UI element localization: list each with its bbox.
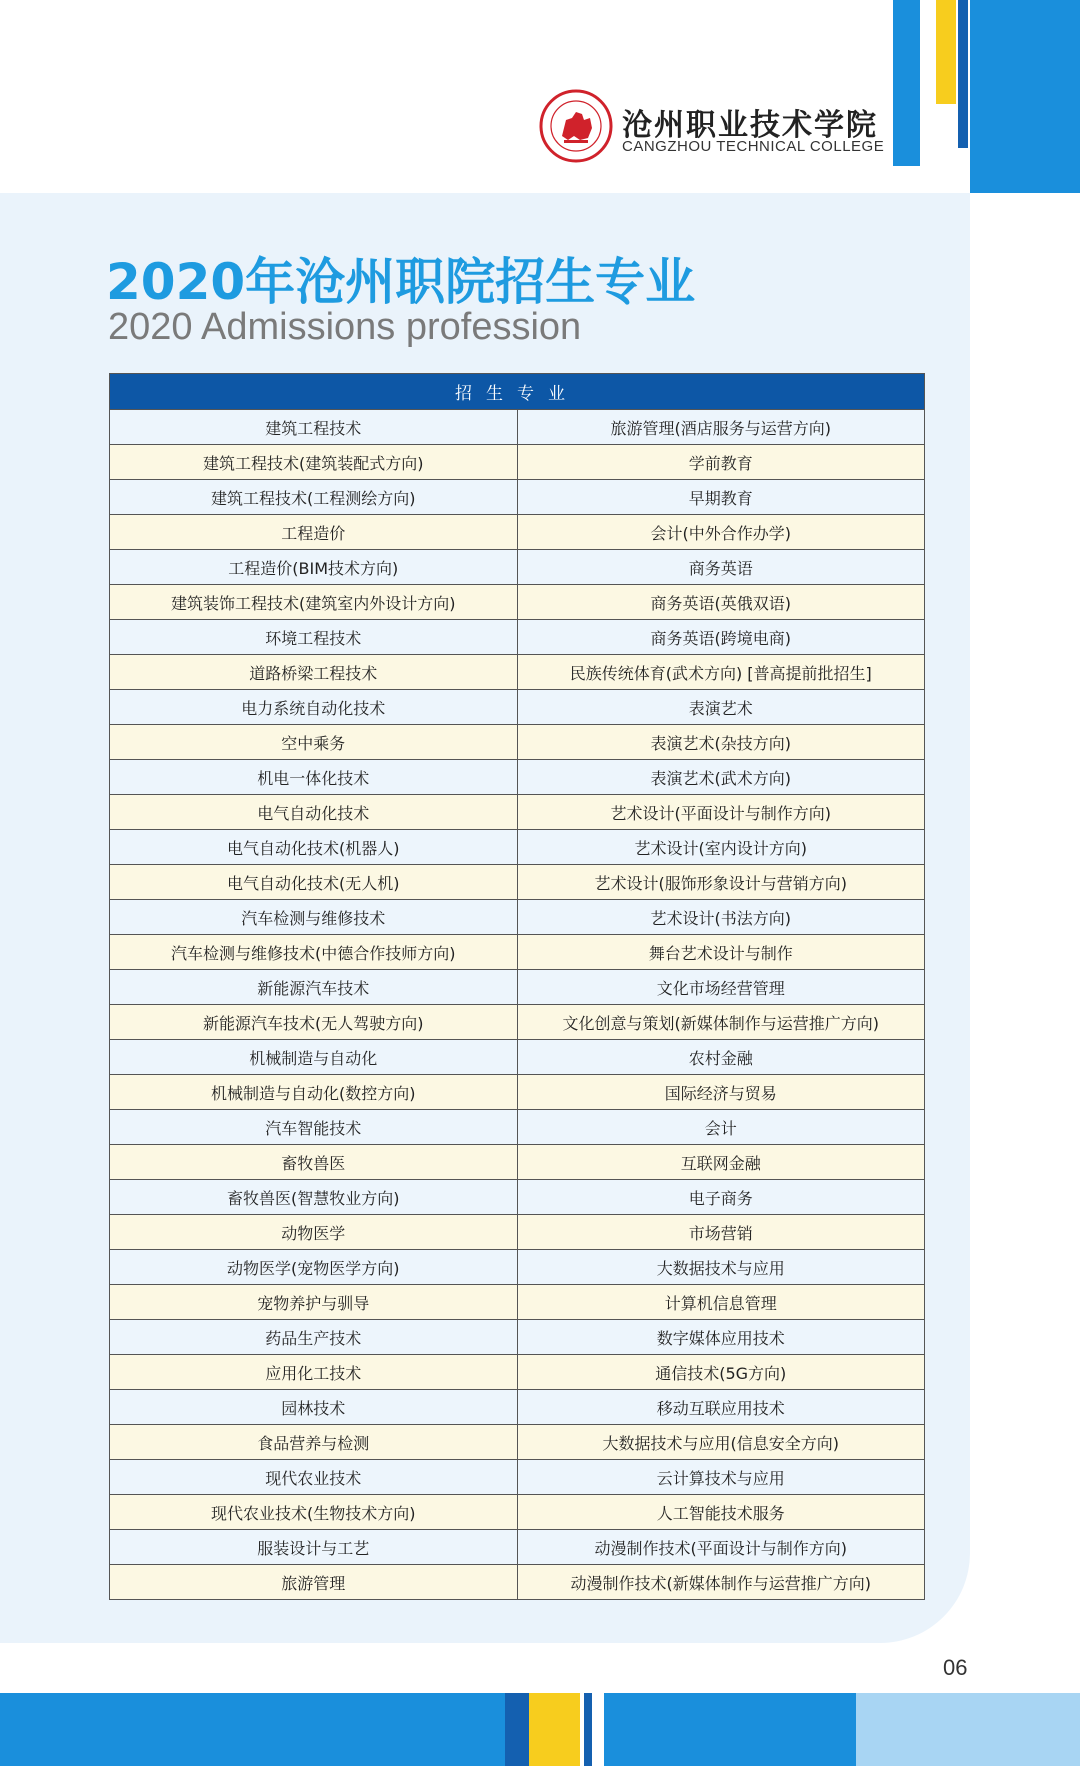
major-cell-left: 动物医学(宠物医学方向) — [110, 1250, 518, 1285]
table-row — [110, 585, 925, 620]
table-row — [110, 1565, 925, 1600]
major-cell-left: 工程造价(BIM技术方向) — [110, 550, 518, 585]
major-cell-left: 环境工程技术 — [110, 620, 518, 655]
table-row — [110, 445, 925, 480]
table-row — [110, 690, 925, 725]
major-cell-left: 新能源汽车技术 — [110, 970, 518, 1005]
major-cell-right: 艺术设计(服饰形象设计与营销方向) — [517, 865, 925, 900]
major-cell-right: 商务英语 — [517, 550, 925, 585]
major-cell-right: 民族传统体育(武术方向) [普高提前批招生] — [517, 655, 925, 690]
table-row — [110, 620, 925, 655]
major-cell-right: 数字媒体应用技术 — [517, 1320, 925, 1355]
table-row — [110, 1460, 925, 1495]
table-row — [110, 550, 925, 585]
deco-bar-bottom-light — [856, 1693, 1080, 1766]
major-cell-right: 文化市场经营管理 — [517, 970, 925, 1005]
deco-bar-top-blue-2 — [970, 0, 1080, 193]
major-cell-left: 空中乘务 — [110, 725, 518, 760]
major-cell-right: 动漫制作技术(新媒体制作与运营推广方向) — [517, 1565, 925, 1600]
major-cell-left: 机械制造与自动化 — [110, 1040, 518, 1075]
college-name-en: CANGZHOU TECHNICAL COLLEGE — [622, 138, 885, 155]
major-cell-left: 食品营养与检测 — [110, 1425, 518, 1460]
major-cell-left: 汽车检测与维修技术 — [110, 900, 518, 935]
table-row — [110, 935, 925, 970]
table-header-row — [110, 374, 925, 410]
major-cell-left: 新能源汽车技术(无人驾驶方向) — [110, 1005, 518, 1040]
major-cell-right: 云计算技术与应用 — [517, 1460, 925, 1495]
deco-bar-bottom-navy-2 — [584, 1693, 592, 1766]
major-cell-left: 现代农业技术 — [110, 1460, 518, 1495]
major-cell-left: 建筑工程技术(工程测绘方向) — [110, 480, 518, 515]
major-cell-right: 艺术设计(平面设计与制作方向) — [517, 795, 925, 830]
page-number: 06 — [943, 1655, 968, 1680]
major-cell-right: 商务英语(英俄双语) — [517, 585, 925, 620]
major-cell-left: 工程造价 — [110, 515, 518, 550]
major-cell-left: 应用化工技术 — [110, 1355, 518, 1390]
table-row — [110, 1145, 925, 1180]
major-cell-right: 电子商务 — [517, 1180, 925, 1215]
table-row — [110, 1075, 925, 1110]
major-cell-left: 建筑工程技术(建筑装配式方向) — [110, 445, 518, 480]
page-title: 2020年沧州职院招生专业 — [106, 253, 696, 311]
major-cell-left: 动物医学 — [110, 1215, 518, 1250]
table-row — [110, 1180, 925, 1215]
major-cell-right: 商务英语(跨境电商) — [517, 620, 925, 655]
major-cell-left: 现代农业技术(生物技术方向) — [110, 1495, 518, 1530]
major-cell-left: 汽车智能技术 — [110, 1110, 518, 1145]
major-cell-left: 畜牧兽医(智慧牧业方向) — [110, 1180, 518, 1215]
major-cell-right: 人工智能技术服务 — [517, 1495, 925, 1530]
table-row — [110, 725, 925, 760]
major-cell-right: 艺术设计(书法方向) — [517, 900, 925, 935]
major-cell-right: 艺术设计(室内设计方向) — [517, 830, 925, 865]
major-cell-left: 汽车检测与维修技术(中德合作技师方向) — [110, 935, 518, 970]
deco-bar-top-yellow — [936, 0, 956, 104]
table-row — [110, 865, 925, 900]
table-row — [110, 830, 925, 865]
major-cell-right: 旅游管理(酒店服务与运营方向) — [517, 410, 925, 445]
table-row — [110, 1530, 925, 1565]
table-row — [110, 1005, 925, 1040]
table-row — [110, 1285, 925, 1320]
deco-bar-bottom-blue-2 — [604, 1693, 856, 1766]
major-cell-left: 电力系统自动化技术 — [110, 690, 518, 725]
deco-bar-top-white — [920, 0, 936, 166]
table-row — [110, 970, 925, 1005]
deco-bar-bottom-blue-1 — [0, 1693, 505, 1766]
major-cell-right: 文化创意与策划(新媒体制作与运营推广方向) — [517, 1005, 925, 1040]
major-cell-right: 移动互联应用技术 — [517, 1390, 925, 1425]
table-row — [110, 1355, 925, 1390]
major-cell-right: 市场营销 — [517, 1215, 925, 1250]
table-row — [110, 515, 925, 550]
table-row — [110, 1250, 925, 1285]
major-cell-left: 建筑装饰工程技术(建筑室内外设计方向) — [110, 585, 518, 620]
major-cell-left: 建筑工程技术 — [110, 410, 518, 445]
table-row — [110, 480, 925, 515]
major-cell-left: 服装设计与工艺 — [110, 1530, 518, 1565]
table-row — [110, 900, 925, 935]
college-name-cn: 沧州职业技术学院 — [622, 108, 878, 143]
major-cell-left: 药品生产技术 — [110, 1320, 518, 1355]
deco-bar-top-navy — [958, 0, 968, 148]
table-row — [110, 760, 925, 795]
table-body — [110, 410, 925, 1600]
table-row — [110, 1215, 925, 1250]
major-cell-right: 大数据技术与应用 — [517, 1250, 925, 1285]
table-row — [110, 1320, 925, 1355]
deco-bar-bottom-navy-1 — [505, 1693, 529, 1766]
major-cell-right: 会计 — [517, 1110, 925, 1145]
major-cell-left: 机械制造与自动化(数控方向) — [110, 1075, 518, 1110]
major-cell-right: 表演艺术 — [517, 690, 925, 725]
major-cell-right: 早期教育 — [517, 480, 925, 515]
major-cell-right: 国际经济与贸易 — [517, 1075, 925, 1110]
table-row — [110, 410, 925, 445]
major-cell-right: 大数据技术与应用(信息安全方向) — [517, 1425, 925, 1460]
major-cell-right: 表演艺术(杂技方向) — [517, 725, 925, 760]
table-row — [110, 1110, 925, 1145]
table-row — [110, 1040, 925, 1075]
college-logo-icon — [538, 88, 614, 164]
deco-bar-top-blue-1 — [893, 0, 920, 166]
major-cell-left: 道路桥梁工程技术 — [110, 655, 518, 690]
major-cell-left: 电气自动化技术 — [110, 795, 518, 830]
major-cell-left: 园林技术 — [110, 1390, 518, 1425]
major-cell-right: 计算机信息管理 — [517, 1285, 925, 1320]
major-cell-right: 动漫制作技术(平面设计与制作方向) — [517, 1530, 925, 1565]
majors-table — [109, 373, 925, 1600]
major-cell-right: 农村金融 — [517, 1040, 925, 1075]
major-cell-left: 宠物养护与驯导 — [110, 1285, 518, 1320]
deco-bar-bottom-yellow — [529, 1693, 580, 1766]
major-cell-left: 电气自动化技术(机器人) — [110, 830, 518, 865]
major-cell-left: 电气自动化技术(无人机) — [110, 865, 518, 900]
page-subtitle: 2020 Admissions profession — [108, 306, 582, 348]
table-header: 招生专业 — [110, 374, 925, 410]
major-cell-left: 畜牧兽医 — [110, 1145, 518, 1180]
major-cell-left: 机电一体化技术 — [110, 760, 518, 795]
major-cell-right: 互联网金融 — [517, 1145, 925, 1180]
table-row — [110, 1495, 925, 1530]
major-cell-right: 表演艺术(武术方向) — [517, 760, 925, 795]
major-cell-right: 舞台艺术设计与制作 — [517, 935, 925, 970]
table-row — [110, 1425, 925, 1460]
major-cell-right: 会计(中外合作办学) — [517, 515, 925, 550]
table-row — [110, 1390, 925, 1425]
table-row — [110, 795, 925, 830]
table-row — [110, 655, 925, 690]
major-cell-left: 旅游管理 — [110, 1565, 518, 1600]
major-cell-right: 通信技术(5G方向) — [517, 1355, 925, 1390]
major-cell-right: 学前教育 — [517, 445, 925, 480]
